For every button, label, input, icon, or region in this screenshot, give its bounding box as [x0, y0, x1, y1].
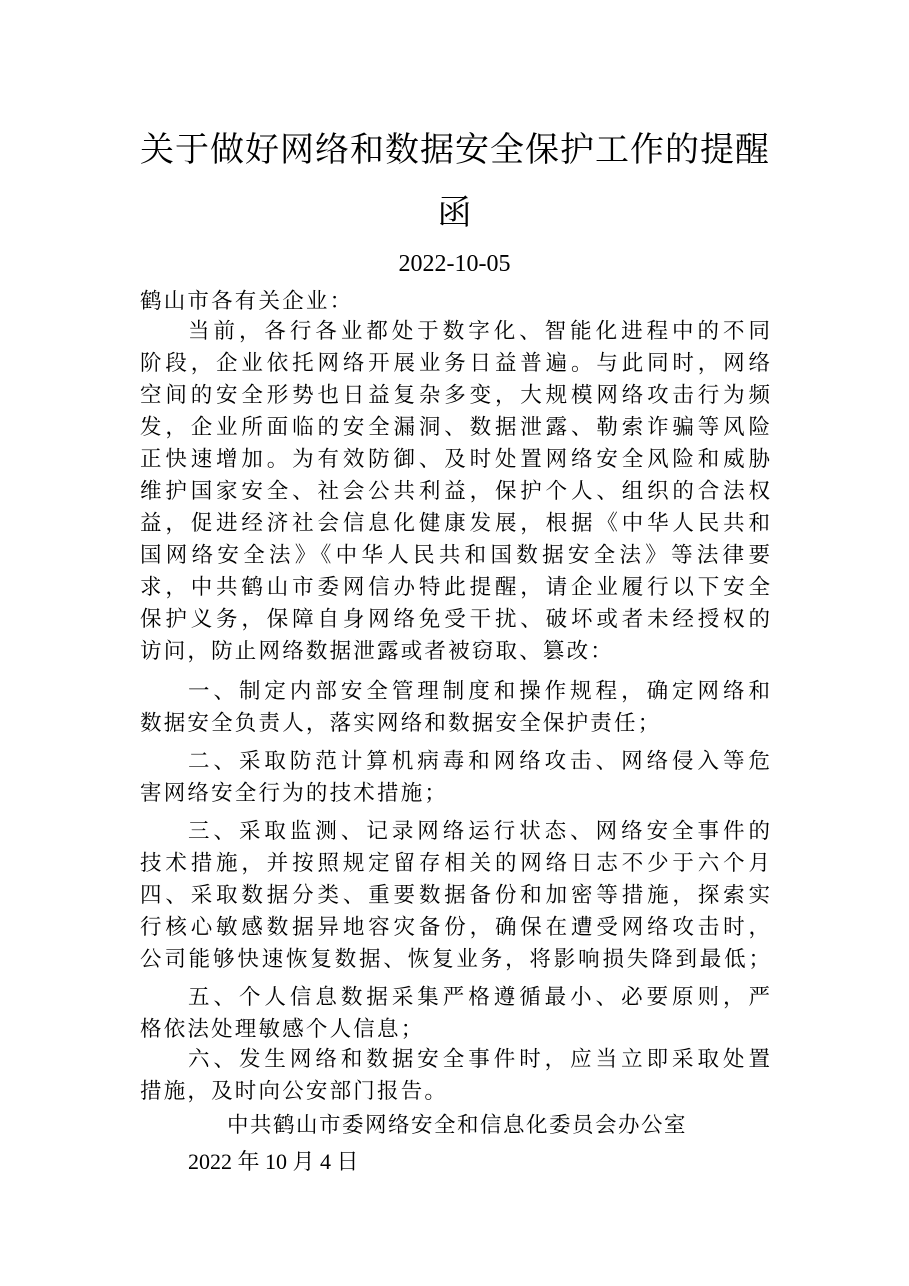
item-4-line: 四、采取数据分类、重要数据备份和加密等措施，探索实	[140, 883, 770, 908]
item-5-line: 五、个人信息数据采集严格遵循最小、必要原则，严	[188, 985, 770, 1010]
item-2-line: 害网络安全行为的技术措施；	[140, 781, 449, 806]
signature-date: 2022 年 10 月 4 日	[188, 1149, 359, 1174]
signature: 中共鹤山市委网络安全和信息化委员会办公室	[227, 1113, 688, 1138]
body-line: 正快速增加。为有效防御、及时处置网络安全风险和威胁	[140, 447, 770, 472]
body-line: 维护国家安全、社会公共利益，保护个人、组织的合法权	[140, 479, 770, 504]
item-1-line: 一、制定内部安全管理制度和操作规程，确定网络和	[188, 679, 770, 704]
body-line: 发，企业所面临的安全漏洞、数据泄露、勒索诈骗等风险	[140, 415, 770, 440]
body-line: 空间的安全形势也日益复杂多变，大规模网络攻击行为频	[140, 383, 770, 408]
item-4-line: 公司能够快速恢复数据、恢复业务，将影响损失降到最低；	[140, 947, 770, 972]
document-title: 关于做好网络和数据安全保护工作的提醒	[140, 130, 770, 170]
item-3-line: 技术措施，并按照规定留存相关的网络日志不少于六个月	[140, 851, 770, 876]
document-title-continued: 函	[437, 193, 473, 233]
item-3-line: 三、采取监测、记录网络运行状态、网络安全事件的	[188, 819, 770, 844]
body-line: 访问，防止网络数据泄露或者被窃取、篡改：	[140, 639, 615, 664]
document-date: 2022-10-05	[398, 251, 511, 277]
item-6-line: 措施，及时向公安部门报告。	[140, 1079, 449, 1104]
body-line: 阶段，企业依托网络开展业务日益普遍。与此同时，网络	[140, 351, 770, 376]
body-line: 益，促进经济社会信息化健康发展，根据《中华人民共和	[140, 511, 770, 536]
salutation: 鹤山市各有关企业：	[140, 289, 354, 314]
item-6-line: 六、发生网络和数据安全事件时，应当立即采取处置	[188, 1047, 770, 1072]
body-line: 当前，各行各业都处于数字化、智能化进程中的不同	[188, 319, 770, 344]
body-line: 保护义务，保障自身网络免受干扰、破坏或者未经授权的	[140, 607, 770, 632]
item-2-line: 二、采取防范计算机病毒和网络攻击、网络侵入等危	[188, 749, 770, 774]
body-line: 求，中共鹤山市委网信办特此提醒，请企业履行以下安全	[140, 575, 770, 600]
item-4-line: 行核心敏感数据异地容灾备份，确保在遭受网络攻击时，	[140, 915, 770, 940]
item-5-line: 格依法处理敏感个人信息；	[140, 1017, 425, 1042]
item-1-line: 数据安全负责人，落实网络和数据安全保护责任；	[140, 711, 662, 736]
body-line: 国网络安全法》《中华人民共和国数据安全法》等法律要	[140, 543, 770, 568]
